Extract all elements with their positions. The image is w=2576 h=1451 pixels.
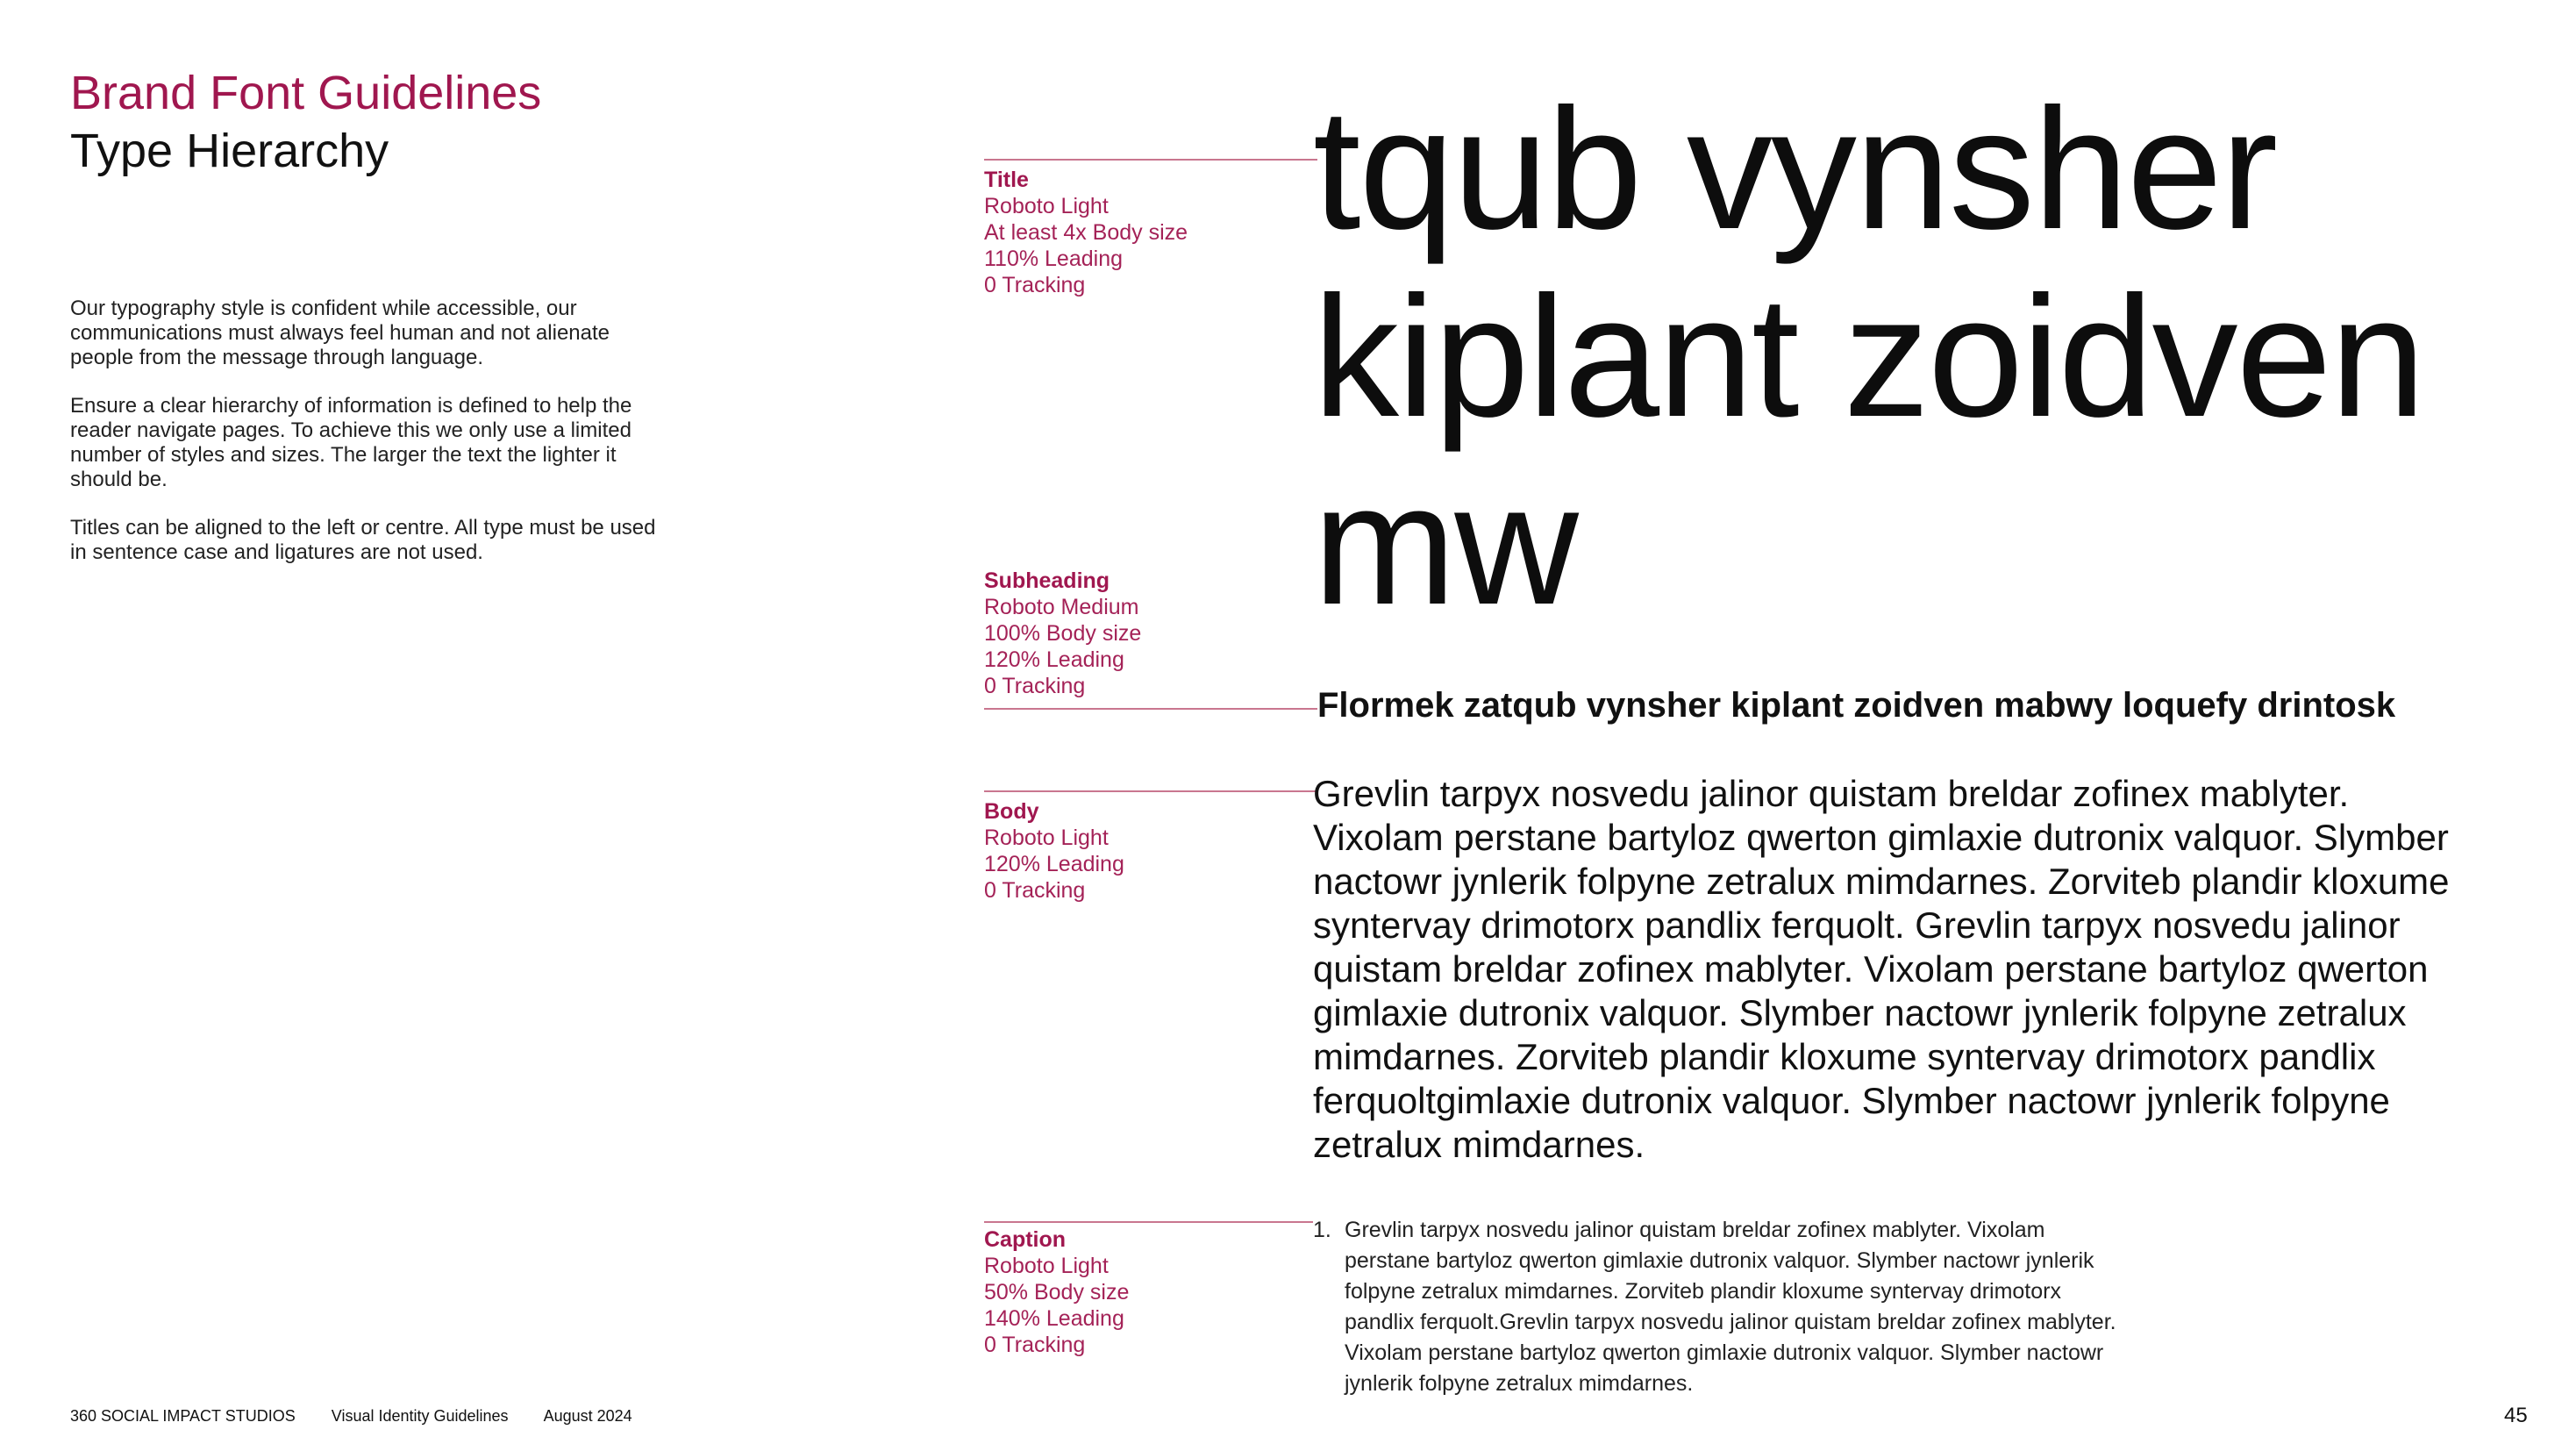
spec-line: Roboto Medium	[984, 595, 1139, 619]
spec-line: Roboto Light	[984, 1254, 1109, 1278]
caption-spec	[984, 1226, 1129, 1358]
spec-line: 0 Tracking	[984, 878, 1086, 903]
spec-line: 140% Leading	[984, 1306, 1124, 1331]
caption-rule	[984, 1221, 1313, 1223]
body-rule	[984, 790, 1317, 792]
intro-paragraph: Our typography style is confident while accessible, our communications must always feel human and not alienate people from the message through language.	[70, 297, 610, 369]
spec-line: Roboto Light	[984, 826, 1109, 850]
subheading-rule	[984, 708, 1317, 710]
spec-line: 0 Tracking	[984, 273, 1086, 297]
spec-line: 50% Body size	[984, 1280, 1130, 1304]
spec-line: 0 Tracking	[984, 674, 1086, 698]
spec-heading: Caption	[984, 1227, 1067, 1252]
footer	[70, 1407, 664, 1426]
intro-text	[70, 297, 667, 589]
subheading-sample: Flormek zatqub vynsher kiplant zoidven mabwy loquefy drintosk	[1317, 686, 2396, 725]
footer-studio: 360 SOCIAL IMPACT STUDIOS	[70, 1407, 296, 1425]
title-sample: tqub vynsher kiplant zoidven mw	[1313, 73, 2424, 640]
spec-heading: Body	[984, 799, 1039, 824]
spec-line: 120% Leading	[984, 852, 1124, 876]
intro-paragraph: Titles can be aligned to the left or centre. All type must be used in sentence case and ligatures are not used.	[70, 516, 656, 564]
spec-line: 100% Body size	[984, 621, 1142, 646]
footer-document: Visual Identity Guidelines	[331, 1407, 509, 1425]
caption-sample: Grevlin tarpyx nosvedu jalinor quistam breldar zofinex mablyter. Vixolam perstane bartyloz qwerton gimlaxie dutronix valquor. Slymber nactowr jynlerik folpyne zetralux mimdarnes. Zorviteb plandir kloxume syntervay drimotorx pandlix ferquolt.Grevlin tarpyx nosvedu jalinor quistam breldar zofinex mablyter. Vixolam perstane bartyloz qwerton gimlaxie dutronix valquor. Slymber nactowr jynlerik folpyne zetralux mimdarnes.	[1345, 1218, 2116, 1396]
title-rule	[984, 159, 1317, 161]
page-subtitle: Type Hierarchy	[70, 125, 389, 177]
spec-heading: Title	[984, 168, 1029, 192]
intro-paragraph: Ensure a clear hierarchy of information is defined to help the reader navigate pages. To achieve this we only use a limited number of styles and sizes. The larger the text the lighter it should be.	[70, 394, 632, 491]
body-spec	[984, 798, 1124, 904]
footer-date: August 2024	[543, 1407, 632, 1425]
body-sample: Grevlin tarpyx nosvedu jalinor quistam breldar zofinex mablyter. Vixolam perstane bartyloz qwerton gimlaxie dutronix valquor. Slymber nactowr jynlerik folpyne zetralux mimdarnes. Zorviteb plandir kloxume syntervay drimotorx pandlix ferquolt. Grevlin tarpyx nosvedu jalinor quistam breldar zofinex mablyter. Vixolam perstane bartyloz qwerton gimlaxie dutronix valquor. Slymber nactowr jynlerik folpyne zetralux mimdarnes. Zorviteb plandir kloxume syntervay drimotorx pandlix ferquoltgimlaxie dutronix valquor. Slymber nactowr jynlerik folpyne zetralux mimdarnes.	[1313, 773, 2450, 1165]
spec-line: At least 4x Body size	[984, 220, 1188, 245]
subheading-spec	[984, 568, 1141, 699]
spec-line: Roboto Light	[984, 194, 1109, 218]
title-spec	[984, 167, 1188, 298]
page-number: 45	[2504, 1404, 2528, 1427]
page-title: Brand Font Guidelines	[70, 67, 542, 119]
spec-line: 0 Tracking	[984, 1333, 1086, 1357]
caption-number: 1.	[1313, 1218, 1331, 1242]
spec-line: 120% Leading	[984, 647, 1124, 672]
spec-line: 110% Leading	[984, 247, 1124, 271]
spec-heading: Subheading	[984, 568, 1110, 593]
